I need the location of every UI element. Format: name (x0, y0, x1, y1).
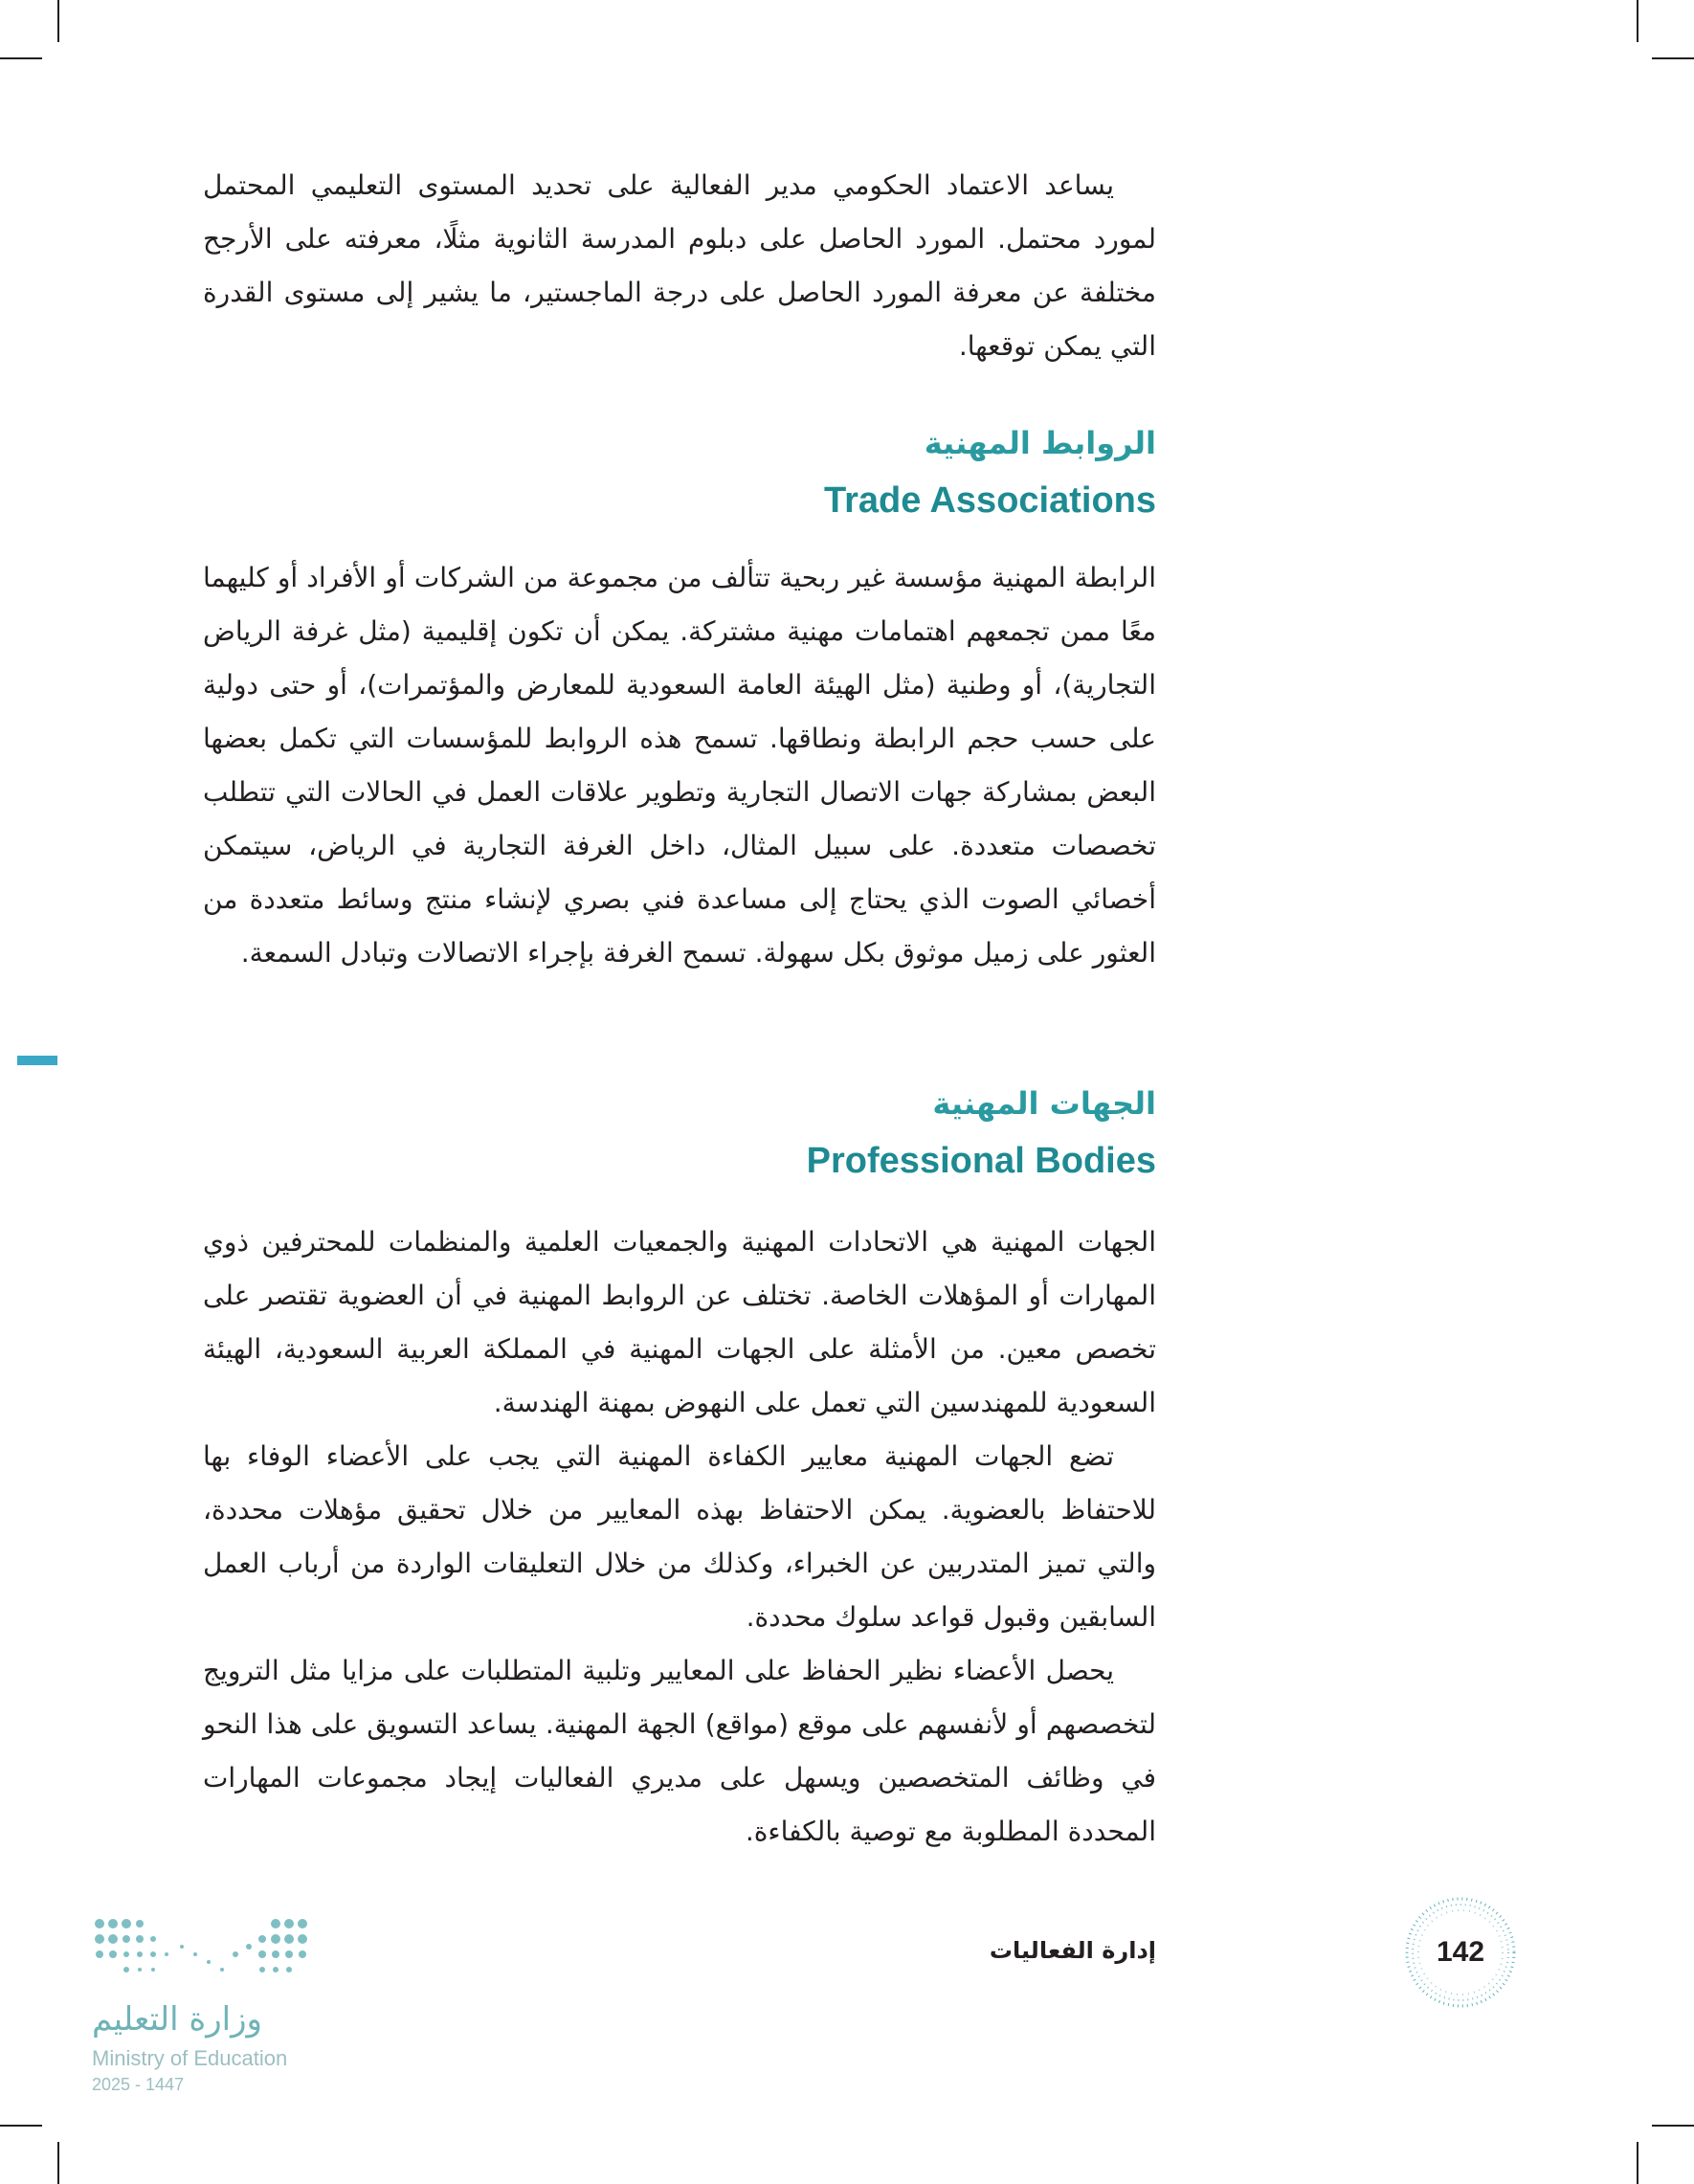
ministry-logo-icon (92, 1916, 312, 1983)
professional-paragraph-1: الجهات المهنية هي الاتحادات المهنية والجمعيات العلمية والمنظمات للمحترفين ذوي المهارات أو المؤهلات الخاصة. تختلف عن الروابط المهنية في أن العضوية تقتصر على تخصص معين. من الأمثلة على الجهات المهنية في المملكة العربية السعودية، الهيئة السعودية للمهندسين التي تعمل على النهوض بمهنة الهندسة. (203, 1226, 1156, 1418)
professional-paragraph-2: تضع الجهات المهنية معايير الكفاءة المهنية التي يجب على الأعضاء الوفاء بها للاحتفاظ بالعضوية. يمكن الاحتفاظ بهذه المعايير من خلال تحقيق مؤهلات محددة، والتي تميز المتدربين عن الخبراء، وكذلك من خلال التعليقات الواردة من أرباب العمل السابقين وقبول قواعد سلوك محددة. (203, 1440, 1156, 1633)
crop-mark (1652, 2125, 1694, 2127)
crop-mark (0, 2125, 42, 2127)
crop-mark (1637, 2142, 1638, 2184)
side-marker (17, 1056, 57, 1065)
intro-paragraph: يساعد الاعتماد الحكومي مدير الفعالية على تحديد المستوى التعليمي المحتمل لمورد محتمل. المورد الحاصل على دبلوم المدرسة الثانوية مثلًا، معرفته على الأرجح مختلفة عن معرفة المورد الحاصل على درجة الماجستير، ما يشير إلى مستوى القدرة التي يمكن توقعها. (203, 169, 1156, 362)
intro-block (203, 159, 1156, 373)
professional-heading-en: Professional Bodies (806, 1141, 1156, 1181)
crop-mark (57, 0, 59, 42)
ministry-name-en: Ministry of Education (92, 2046, 288, 2070)
trade-heading-ar: الروابط المهنية (924, 425, 1156, 461)
ministry-year: 2025 - 1447 (92, 2075, 185, 2094)
ministry-name-ar: وزارة التعليم (92, 2000, 262, 2039)
trade-paragraph: الرابطة المهنية مؤسسة غير ربحية تتألف من مجموعة من الشركات أو الأفراد أو كليهما معًا ممن تجمعهم اهتمامات مهنية مشتركة. يمكن أن تكون إقليمية (مثل غرفة الرياض التجارية)، أو وطنية (مثل الهيئة العامة السعودية للمعارض والمؤتمرات)، أو حتى دولية على حسب حجم الرابطة ونطاقها. تسمح هذه الروابط للمؤسسات التي تكمل بعضها البعض بمشاركة جهات الاتصال التجارية وتطوير علاقات العمل في الحالات التي تتطلب تخصصات متعددة. على سبيل المثال، داخل الغرفة التجارية في الرياض، سيتمكن أخصائي الصوت الذي يحتاج إلى مساعدة فني بصري لإنشاء منتج وسائط متعددة من العثور على زميل موثوق بكل سهولة. تسمح الغرفة بإجراء الاتصالات وتبادل السمعة. (203, 562, 1156, 969)
trade-heading-en: Trade Associations (823, 480, 1156, 521)
page-number: 142 (1436, 1936, 1485, 1968)
book-title: إدارة الفعاليات (989, 1937, 1156, 1964)
professional-paragraph-3: يحصل الأعضاء نظير الحفاظ على المعايير وتلبية المتطلبات على مزايا مثل الترويج لتخصصهم أو لأنفسهم على موقع (مواقع) الجهة المهنية. يساعد التسويق على هذا النحو في وظائف المتخصصين ويسهل على مديري الفعاليات إيجاد مجموعات المهارات المحددة المطلوبة مع توصية بالكفاءة. (203, 1655, 1156, 1847)
page-number-badge (1403, 1895, 1518, 2010)
crop-mark (1652, 57, 1694, 59)
trade-block (203, 551, 1156, 980)
professional-heading-ar: الجهات المهنية (932, 1085, 1156, 1122)
crop-mark (1637, 0, 1638, 42)
professional-block (203, 1215, 1156, 1859)
crop-mark (0, 57, 42, 59)
crop-mark (57, 2142, 59, 2184)
